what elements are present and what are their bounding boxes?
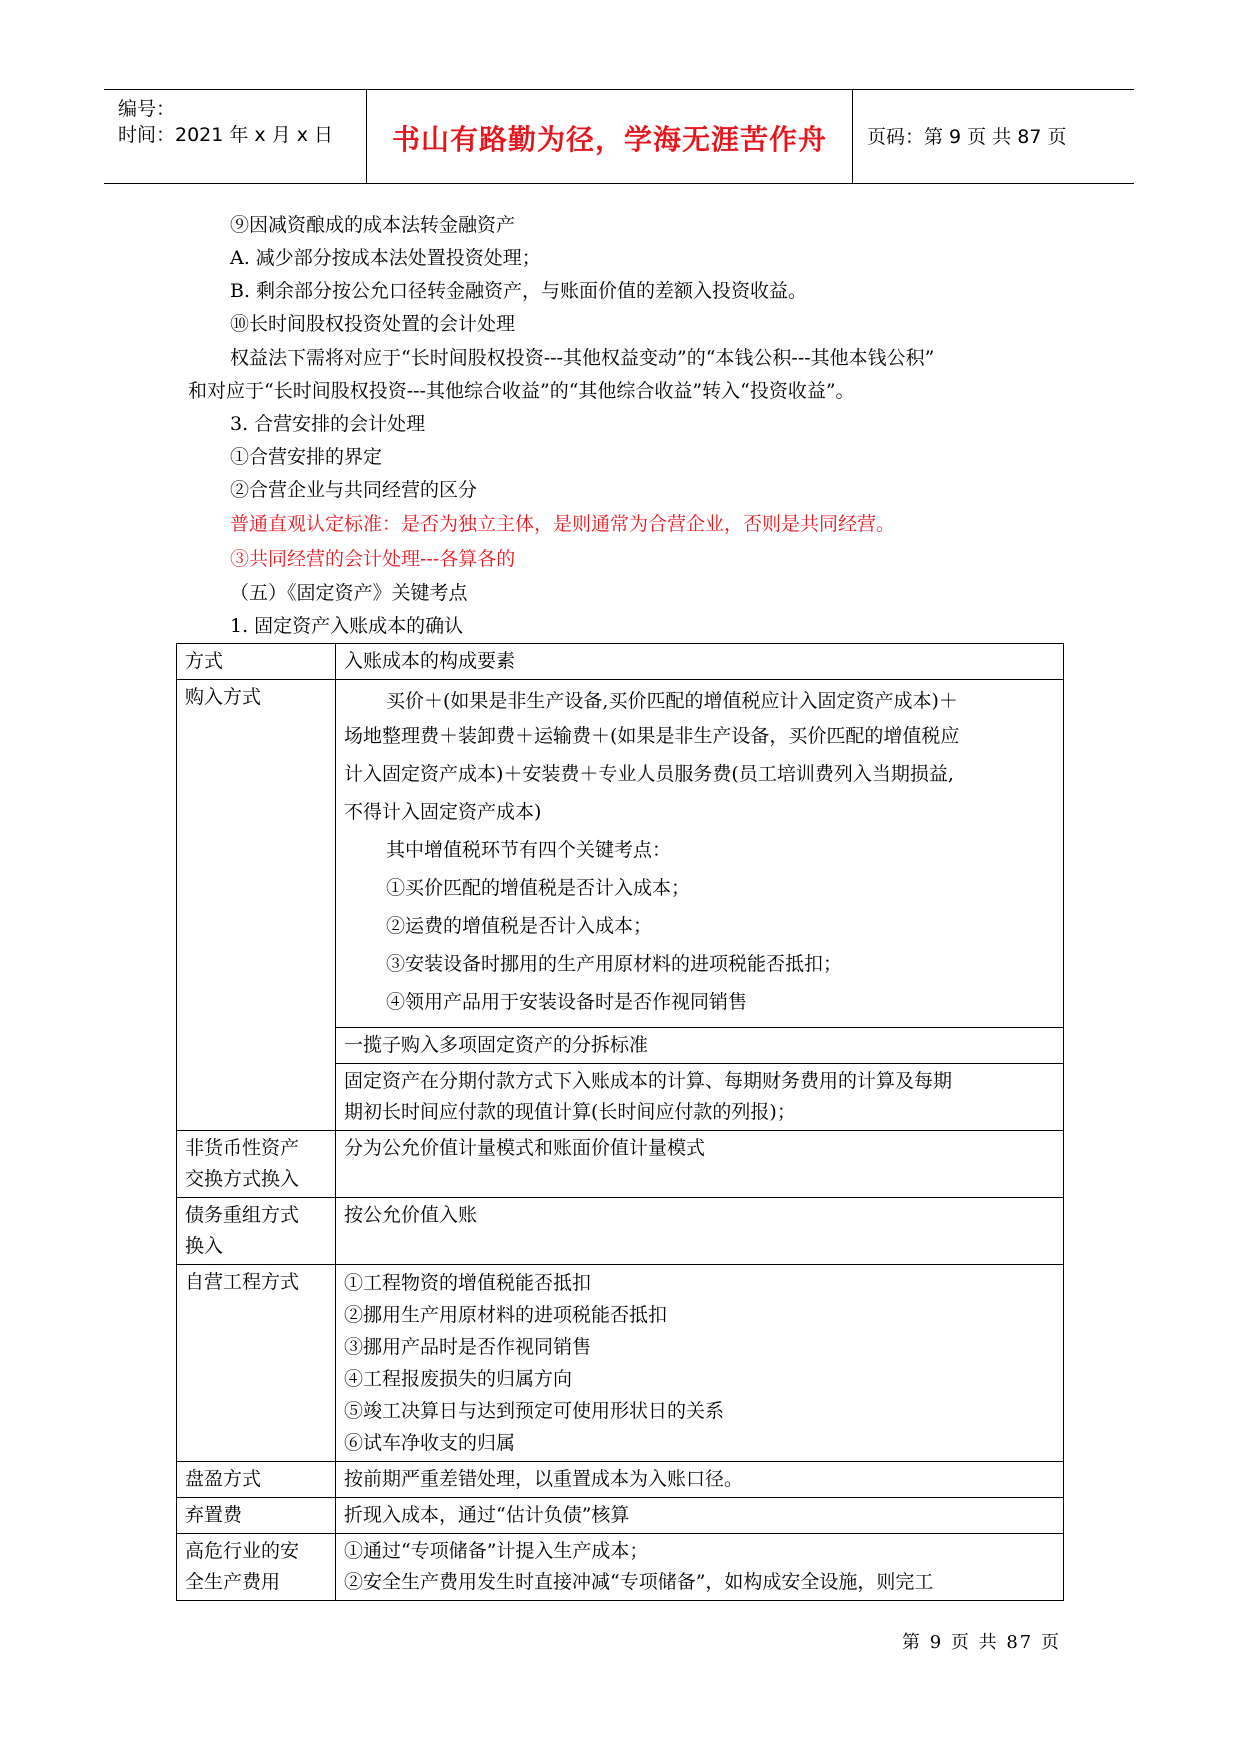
cell-line: ②安全生产费用发生时直接冲减“专项储备”，如构成安全设施，则完工	[344, 1571, 934, 1593]
label-line: 高危行业的安	[185, 1540, 300, 1562]
paragraph: ⑩长时间股权投资处置的会计处理	[230, 313, 516, 335]
header-page-number: 页码：第 9 页 共 87 页	[867, 126, 1067, 148]
header-page-cell	[853, 90, 1134, 183]
cell-line: 计入固定资产成本)＋安装费＋专业人员服务费(员工培训费列入当期损益,	[344, 763, 954, 785]
cell-line: ①买价匹配的增值税是否计入成本；	[386, 877, 691, 899]
label-line: 全生产费用	[185, 1571, 281, 1593]
cell-line: ①通过“专项储备”计提入生产成本；	[344, 1540, 649, 1562]
row-label	[177, 1198, 336, 1265]
row-label	[177, 1534, 336, 1601]
label-line: 交换方式换入	[185, 1168, 300, 1190]
table-row	[177, 1265, 1064, 1462]
table-row	[177, 1462, 1064, 1498]
document-number-label: 编号：	[118, 98, 176, 120]
row-label: 盘盈方式	[177, 1462, 336, 1498]
page-footer: 第 9 页 共 87 页	[902, 1632, 1061, 1653]
highlighted-paragraph: ③共同经营的会计处理---各算各的	[230, 548, 516, 570]
label-line: 非货币性资产	[185, 1137, 300, 1159]
paragraph: 权益法下需将对应于“长时间股权投资---其他权益变动”的“本钱公积---其他本钱公积”	[230, 347, 935, 369]
cell-line: 固定资产在分期付款方式下入账成本的计算、每期财务费用的计算及每期	[344, 1070, 953, 1092]
cell-line: ②运费的增值税是否计入成本；	[386, 915, 653, 937]
table-row	[177, 680, 1064, 1028]
table-cell: 按前期严重差错处理，以重置成本为入账口径。	[336, 1462, 1064, 1498]
self-built-cell	[336, 1265, 1064, 1462]
table-header-cell: 入账成本的构成要素	[336, 644, 1064, 680]
table-row	[177, 1534, 1064, 1601]
fixed-asset-cost-table	[176, 643, 1064, 1601]
label-line: 换入	[185, 1235, 224, 1257]
row-label	[177, 1131, 336, 1198]
cell-line: 期初长时间应付款的现值计算(长时间应付款的列报)；	[344, 1101, 796, 1123]
paragraph: ②合营企业与共同经营的区分	[230, 479, 478, 501]
paragraph: ①合营安排的界定	[230, 446, 383, 468]
page-header	[104, 89, 1134, 184]
cell-line: ⑤竣工决算日与达到预定可使用形状日的关系	[344, 1400, 725, 1422]
header-left-cell	[104, 90, 367, 183]
table-row	[177, 1498, 1064, 1534]
table-row	[177, 1131, 1064, 1198]
highlighted-paragraph: 普通直观认定标准：是否为独立主体，是则通常为合营企业，否则是共同经营。	[230, 513, 896, 535]
subsection-heading: 1. 固定资产入账成本的确认	[230, 615, 464, 637]
header-motto-cell	[367, 90, 853, 183]
table-cell: 一揽子购入多项固定资产的分拆标准	[336, 1028, 1064, 1064]
table-cell: 按公允价值入账	[336, 1198, 1064, 1265]
row-label: 购入方式	[177, 680, 336, 1131]
cell-line: ④领用产品用于安装设备时是否作视同销售	[386, 991, 748, 1013]
cell-line: ②挪用生产用原材料的进项税能否抵扣	[344, 1304, 668, 1326]
table-row	[177, 1198, 1064, 1265]
purchase-cost-cell	[336, 680, 1064, 1028]
table-cell: 折现入成本，通过“估计负债”核算	[336, 1498, 1064, 1534]
paragraph: 和对应于“长时间股权投资---其他综合收益”的“其他综合收益”转入“投资收益”。	[188, 380, 855, 402]
cell-line: ①工程物资的增值税能否抵扣	[344, 1272, 592, 1294]
safety-cost-cell	[336, 1534, 1064, 1601]
cell-line: ③安装设备时挪用的生产用原材料的进项税能否抵扣；	[386, 953, 843, 975]
table-cell: 分为公允价值计量模式和账面价值计量模式	[336, 1131, 1064, 1198]
cell-line: 其中增值税环节有四个关键考点：	[386, 839, 672, 861]
label-line: 债务重组方式	[185, 1204, 300, 1226]
cell-line: ④工程报废损失的归属方向	[344, 1368, 573, 1390]
document-time: 时间：2021 年 x 月 x 日	[118, 124, 334, 146]
paragraph: A. 减少部分按成本法处置投资处理；	[230, 247, 541, 269]
motto: 书山有路勤为径，学海无涯苦作舟	[391, 123, 827, 156]
cell-line: 不得计入固定资产成本)	[344, 801, 542, 823]
row-label: 自营工程方式	[177, 1265, 336, 1462]
cell-line: 场地整理费＋装卸费＋运输费＋(如果是非生产设备，买价匹配的增值税应	[344, 725, 960, 747]
installment-cell	[336, 1064, 1064, 1131]
table-header-row	[177, 644, 1064, 680]
paragraph: ⑨因减资酿成的成本法转金融资产	[230, 214, 516, 236]
row-label: 弃置费	[177, 1498, 336, 1534]
cell-line: ③挪用产品时是否作视同销售	[344, 1336, 592, 1358]
paragraph: 3. 合营安排的会计处理	[230, 413, 426, 435]
paragraph: B. 剩余部分按公允口径转金融资产，与账面价值的差额入投资收益。	[230, 280, 808, 302]
cell-line: ⑥试车净收支的归属	[344, 1432, 516, 1454]
cell-line: 买价＋(如果是非生产设备,买价匹配的增值税应计入固定资产成本)＋	[386, 690, 958, 712]
table-header-cell: 方式	[177, 644, 336, 680]
section-heading: （五）《固定资产》关键考点	[230, 582, 468, 604]
